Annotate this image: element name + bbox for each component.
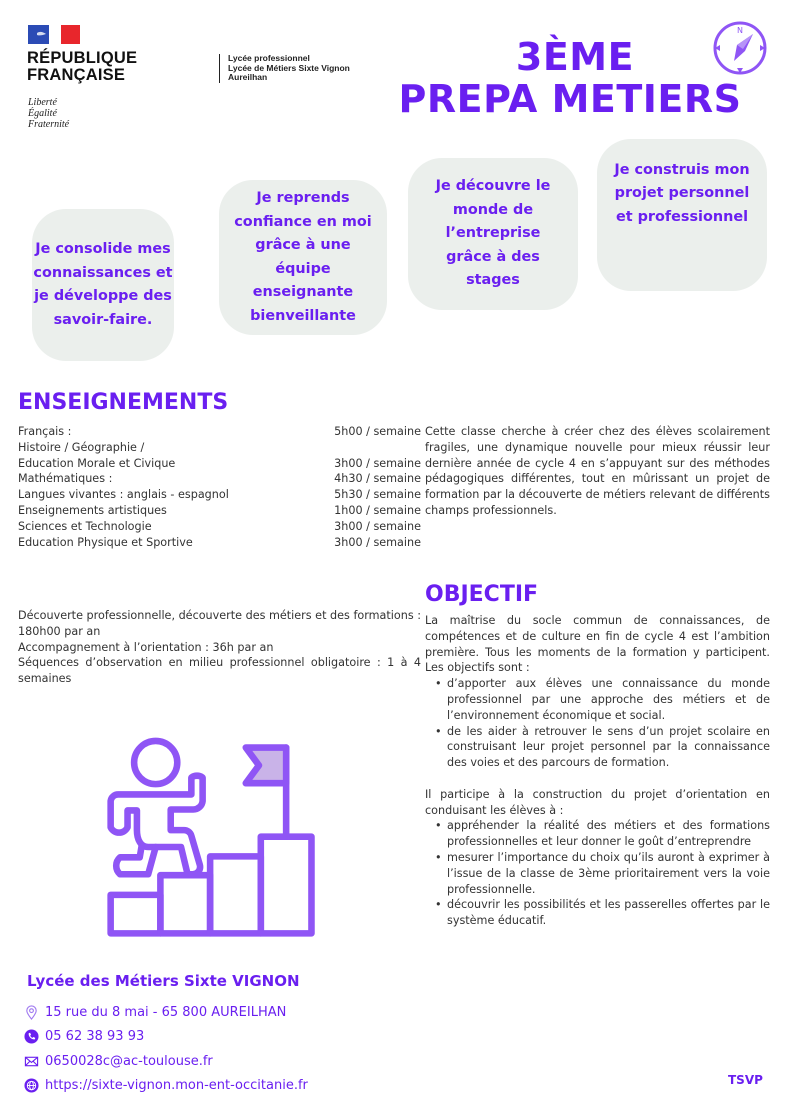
bubble-line: bienveillante [250,307,356,324]
bubble-line: projet personnel [614,185,750,202]
email-line[interactable] [24,1054,213,1069]
objectif-paragraph: La maîtrise du socle commun de connaissances, de compétences et de culture en fin de cycle 4 est l’ambition première. Tous les moments de la formation y participent. Les objectifs sont : [425,614,770,675]
school-identity [219,54,350,83]
bubble-line: confiance en moi [234,213,372,230]
list-item: • mesurer l’importance du choix qu’ils auront à exprimer à l’issue de la classe de 3ème prioritairement vers la voie professionnelle. [435,850,770,897]
compass-letter: N [737,26,743,35]
orientation-list [435,818,770,929]
enseignements-table [18,424,421,550]
republic-line2: FRANÇAISE [27,66,126,84]
bubble-line: Je reprends [256,190,350,206]
bubble-confiance [219,180,387,335]
table-row [18,503,421,519]
bubble-line: monde de [452,201,534,218]
motto-egalite: Égalité [28,108,57,119]
bubble-line: Je découvre le [435,178,551,195]
school-line: Aureilhan [228,72,268,82]
bubble-line: stages [466,272,520,289]
bubble-line: équipe [275,260,331,277]
republic-line1: RÉPUBLIQUE [27,49,138,67]
phone-icon [24,1029,39,1044]
bubble-consolide [32,209,174,361]
bubble-line: Je construis mon [614,161,750,178]
address-text: 15 rue du 8 mai - 65 800 AUREILHAN [45,1005,287,1020]
school-line: Lycée professionnel [228,53,310,63]
phone-text[interactable]: 05 62 38 93 93 [45,1029,145,1044]
bubble-line: Je consolide mes [35,241,171,257]
hours: 1h00 / semaine [334,503,421,517]
compass-icon [712,20,768,76]
list-item: • découvrir les possibilités et les passerelles offertes par le système éducatif. [435,897,770,929]
hours: 3h00 / semaine [334,535,421,549]
bubble-projet [597,139,767,291]
subject: Histoire / Géographie / [18,440,145,454]
marianne-flag-logo [28,25,80,44]
bubble-line: savoir-faire. [53,311,153,328]
republic-motto [28,97,69,130]
subject: Langues vivantes : anglais - espagnol [18,488,229,502]
hours: 3h00 / semaine [334,456,421,470]
subject: Français : [18,425,72,438]
globe-icon [24,1078,39,1093]
list-item: • d’apporter aux élèves une connaissance du monde professionnel par une approche des métiers et de l’environnement économique et social. [435,676,770,723]
bubble-line: grâce à une [255,237,351,253]
website-line[interactable] [24,1078,308,1093]
bubble-line: et professionnel [615,208,749,225]
section-title-enseignements: ENSEIGNEMENTS [18,390,229,415]
phone-line[interactable] [24,1029,144,1044]
hours: 3h00 / semaine [334,519,421,533]
table-row [18,471,421,487]
bubble-entreprise [408,158,578,310]
motto-liberte: Liberté [28,97,57,108]
bubble-line: grâce à des [446,248,540,265]
school-name: Lycée des Métiers Sixte VIGNON [27,972,300,990]
table-row [18,519,421,535]
climbing-stairs-flag-icon [90,710,334,954]
orientation-paragraph: Il participe à la construction du projet d’orientation en conduisant les élèves à : [425,787,770,817]
subject: Education Physique et Sportive [18,535,193,549]
extra-hours [18,608,421,687]
extra-line: Séquences d’observation en milieu professionnel obligatoire : 1 à 4 semaines [18,656,421,686]
subject: Enseignements artistiques [18,503,167,517]
list-item: • appréhender la réalité des métiers et des formations professionnelles et leur donner le goût d’entreprendre [435,818,770,850]
extra-line: Découverte professionnelle, découverte des métiers et des formations : 180h00 par an [18,609,421,638]
subject: Education Morale et Civique [18,456,176,470]
table-row [18,456,421,472]
objectif-content [425,613,770,929]
table-row [18,487,421,503]
bubble-line: je développe des [34,288,172,304]
title-line1: 3ÈME [515,35,635,79]
table-row [18,535,421,551]
motto-fraternite: Fraternité [28,119,70,130]
section-title-objectif: OBJECTIF [425,582,539,607]
mail-icon [24,1054,39,1069]
hours: 5h00 / semaine [334,425,421,438]
republique-francaise-title [27,50,137,84]
website-link[interactable]: https://sixte-vignon.mon-ent-occitanie.fr [45,1078,308,1093]
hours: 4h30 / semaine [334,472,421,486]
tsvp-label: TSVP [728,1073,763,1087]
subject: Mathématiques : [18,472,113,486]
bubble-line: enseignante [252,284,354,300]
email-link[interactable]: 0650028c@ac-toulouse.fr [45,1054,213,1069]
intro-paragraph: Cette classe cherche à créer chez des élèves scolairement fragiles, une dynamique nouvelle pour mieux réussir leur dernière année de cycle 4 en s’appuyant sur des méthodes pédagogiques différentes, tout en mûrissant un projet de formation par la découverte de métiers relevant de différents champs professionnels. [425,425,770,517]
bubble-line: l’entreprise [445,225,541,242]
list-item: • de les aider à retrouver le sens d’un projet scolaire en construisant leur projet personnel par la connaissance des voies et des parcours de formation. [435,724,770,771]
table-row [18,424,421,440]
location-pin-icon [24,1005,39,1020]
objectif-list [435,676,770,771]
school-line: Lycée de Métiers Sixte Vignon [228,62,350,73]
table-row [18,440,421,456]
hours: 5h30 / semaine [334,488,421,502]
title-line2: PREPA METIERS [398,77,742,121]
bubble-line: connaissances et [33,264,173,281]
extra-line: Accompagnement à l’orientation : 36h par an [18,640,274,654]
address-line [24,1005,286,1020]
subject: Sciences et Technologie [18,519,152,533]
